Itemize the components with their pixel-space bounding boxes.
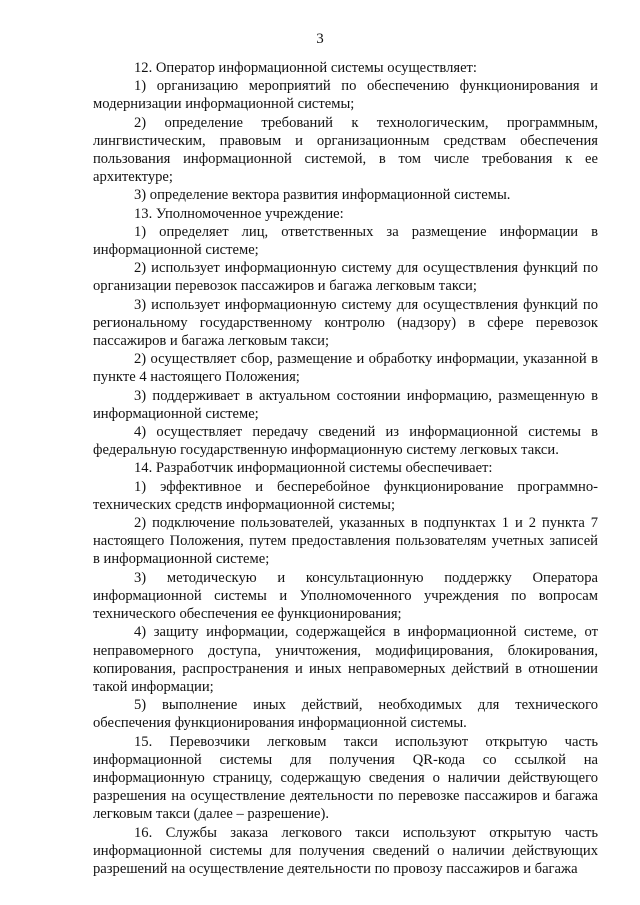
paragraph: 13. Уполномоченное учреждение: bbox=[134, 205, 344, 222]
paragraph: 2) осуществляет сбор, размещение и обработку информации, указанной в пункте 4 настоящего Положения; bbox=[93, 351, 598, 386]
paragraph: 1) организацию мероприятий по обеспечению функционирования и модернизации информационной системы; bbox=[93, 78, 598, 113]
paragraph: 2) определение требований к технологическим, программным, лингвистическим, правовым и организационным средствам обеспечения пользования информационной системой, в том числе требования к ее архитектуре; bbox=[93, 114, 598, 186]
paragraph: 4) осуществляет передачу сведений из информационной системы в федеральную государственную информационную систему легковых такси. bbox=[93, 424, 598, 459]
paragraph: 1) эффективное и бесперебойное функционирование программно-технических средств информационной системы; bbox=[93, 478, 598, 513]
paragraph: 2) подключение пользователей, указанных в подпунктах 1 и 2 пункта 7 настоящего Положения, путем предоставления пользователям учетных записей в информационной системе; bbox=[93, 515, 598, 568]
paragraph: 15. Перевозчики легковым такси используют открытую часть информационной системы для получения QR-кода со ссылкой на информационную страницу, содержащую сведения о наличии действующего разрешения на осуществление деятельности по перевозке пассажиров и багажа легковым такси (далее – разрешение). bbox=[93, 733, 598, 823]
paragraph: 2) использует информационную систему для осуществления функций по организации перевозок пассажиров и багажа легковым такси; bbox=[93, 260, 598, 295]
paragraph: 3) поддерживает в актуальном состоянии информацию, размещенную в информационной системе; bbox=[93, 387, 598, 422]
document-body bbox=[93, 59, 598, 878]
paragraph: 1) определяет лиц, ответственных за размещение информации в информационной системе; bbox=[93, 223, 598, 259]
paragraph: 3) определение вектора развития информационной системы. bbox=[134, 187, 511, 204]
paragraph: 4) защиту информации, содержащейся в информационной системе, от неправомерного доступа, уничтожения, модифицирования, блокирования, копирования, распространения и иных неправомерных действий в отношении такой информации; bbox=[93, 624, 598, 695]
paragraph: 5) выполнение иных действий, необходимых для технического обеспечения функционирования информационной системы. bbox=[93, 697, 598, 732]
page-number: 3 bbox=[316, 31, 324, 47]
paragraph: 3) использует информационную систему для осуществления функций по региональному государственному контролю (надзору) в сфере перевозок пассажиров и багажа легковым такси; bbox=[93, 296, 598, 350]
paragraph: 12. Оператор информационной системы осуществляет: bbox=[134, 60, 477, 76]
paragraph: 3) методическую и консультационную поддержку Оператора информационной системы и Уполномоченного учреждения по вопросам технического обеспечения ее функционирования; bbox=[93, 569, 598, 623]
paragraph: 14. Разработчик информационной системы обеспечивает: bbox=[134, 460, 493, 477]
paragraph: 16. Службы заказа легкового такси используют открытую часть информационной системы для получения сведений о наличии действующих разрешений на осуществление деятельности по провозу пассажиров и багажа bbox=[93, 824, 598, 877]
